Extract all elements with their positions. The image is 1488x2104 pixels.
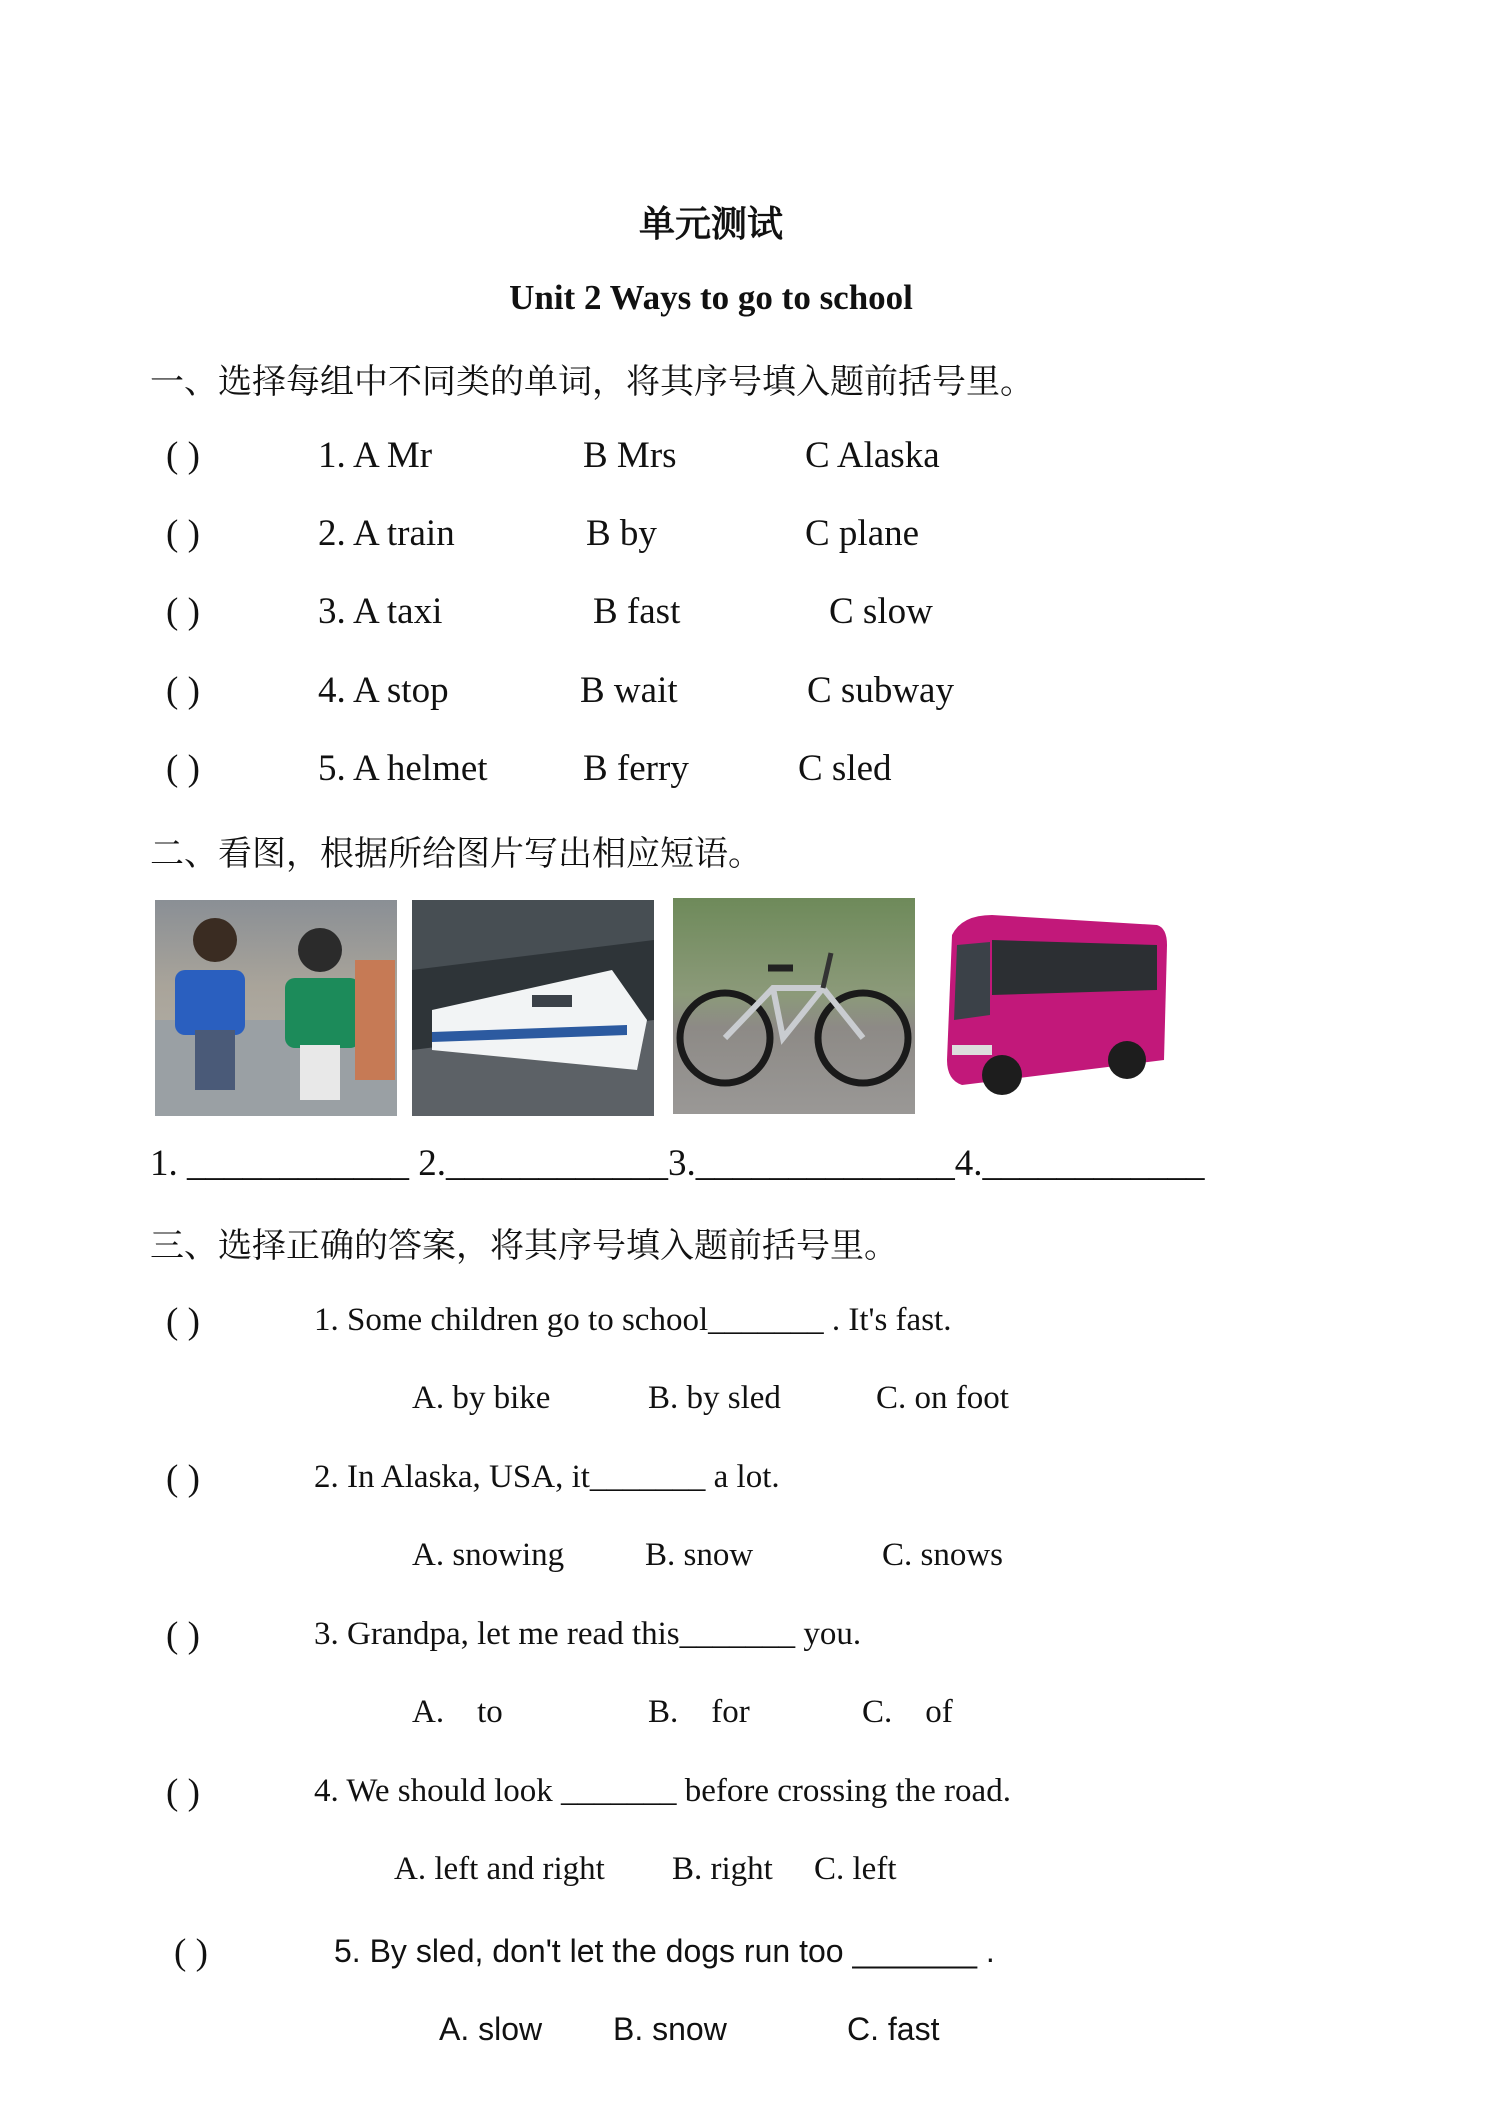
question-text: 4. We should look _______ before crossing the road. bbox=[314, 1773, 1011, 1809]
option-b: B ferry bbox=[583, 748, 689, 789]
answer-paren[interactable]: ( ) bbox=[174, 1932, 208, 1973]
answer-paren[interactable]: ( ) bbox=[166, 591, 200, 632]
choice-c: C. left bbox=[814, 1851, 897, 1887]
bus-picture bbox=[932, 900, 1174, 1116]
question-text: 3. Grandpa, let me read this_______ you. bbox=[314, 1616, 862, 1652]
choice-b: B. for bbox=[648, 1694, 750, 1730]
question-text: 5. By sled, don't let the dogs run too _______ . bbox=[334, 1933, 995, 1969]
question-text: 2. In Alaska, USA, it_______ a lot. bbox=[314, 1459, 780, 1495]
answer-paren[interactable]: ( ) bbox=[166, 1301, 200, 1342]
choice-a: A. slow bbox=[439, 2011, 543, 2047]
option-a: 3. A taxi bbox=[318, 591, 443, 632]
option-a: 4. A stop bbox=[318, 670, 449, 711]
answer-paren[interactable]: ( ) bbox=[166, 513, 200, 554]
answer-paren[interactable]: ( ) bbox=[166, 435, 200, 476]
choice-b: B. snow bbox=[613, 2011, 727, 2047]
option-c: C subway bbox=[807, 670, 954, 711]
page-title-en: Unit 2 Ways to go to school bbox=[509, 278, 913, 317]
question-text: 1. Some children go to school_______ . It's fast. bbox=[314, 1302, 952, 1338]
choice-b: B. snow bbox=[645, 1537, 754, 1573]
page-title-cn: 单元测试 bbox=[638, 204, 783, 245]
answer-paren[interactable]: ( ) bbox=[166, 748, 200, 789]
option-c: C plane bbox=[805, 513, 920, 554]
picture-answer-blanks[interactable]: 1. ____________ 2.____________3.______________4.____________ bbox=[150, 1143, 1205, 1184]
choice-c: C. snows bbox=[882, 1537, 1004, 1573]
option-b: B wait bbox=[580, 670, 678, 711]
option-b: B Mrs bbox=[583, 435, 677, 476]
answer-paren[interactable]: ( ) bbox=[166, 1458, 200, 1499]
section3-heading: 三、选择正确的答案，将其序号填入题前括号里。 bbox=[150, 1226, 898, 1266]
section1-heading: 一、选择每组中不同类的单词，将其序号填入题前括号里。 bbox=[150, 362, 1034, 402]
choice-b: B. by sled bbox=[648, 1380, 781, 1416]
option-b: B fast bbox=[593, 591, 681, 632]
option-c: C slow bbox=[829, 591, 933, 632]
choice-c: C. on foot bbox=[876, 1380, 1009, 1416]
option-c: C sled bbox=[798, 748, 892, 789]
choice-a: A. snowing bbox=[412, 1537, 565, 1573]
option-b: B by bbox=[586, 513, 657, 554]
bicycle-picture bbox=[673, 898, 915, 1114]
answer-paren[interactable]: ( ) bbox=[166, 1772, 200, 1813]
choice-c: C. of bbox=[862, 1694, 953, 1730]
option-a: 1. A Mr bbox=[318, 435, 433, 476]
option-a: 2. A train bbox=[318, 513, 455, 554]
choice-a: A. by bike bbox=[412, 1380, 551, 1416]
children-walking-picture bbox=[155, 900, 397, 1116]
answer-paren[interactable]: ( ) bbox=[166, 670, 200, 711]
choice-c: C. fast bbox=[847, 2011, 940, 2047]
option-a: 5. A helmet bbox=[318, 748, 488, 789]
choice-a: A. to bbox=[412, 1694, 503, 1730]
option-c: C Alaska bbox=[805, 435, 940, 476]
section2-heading: 二、看图，根据所给图片写出相应短语。 bbox=[150, 834, 762, 874]
answer-paren[interactable]: ( ) bbox=[166, 1615, 200, 1656]
choice-a: A. left and right bbox=[394, 1851, 605, 1887]
choice-b: B. right bbox=[672, 1851, 773, 1887]
train-picture bbox=[412, 900, 654, 1116]
